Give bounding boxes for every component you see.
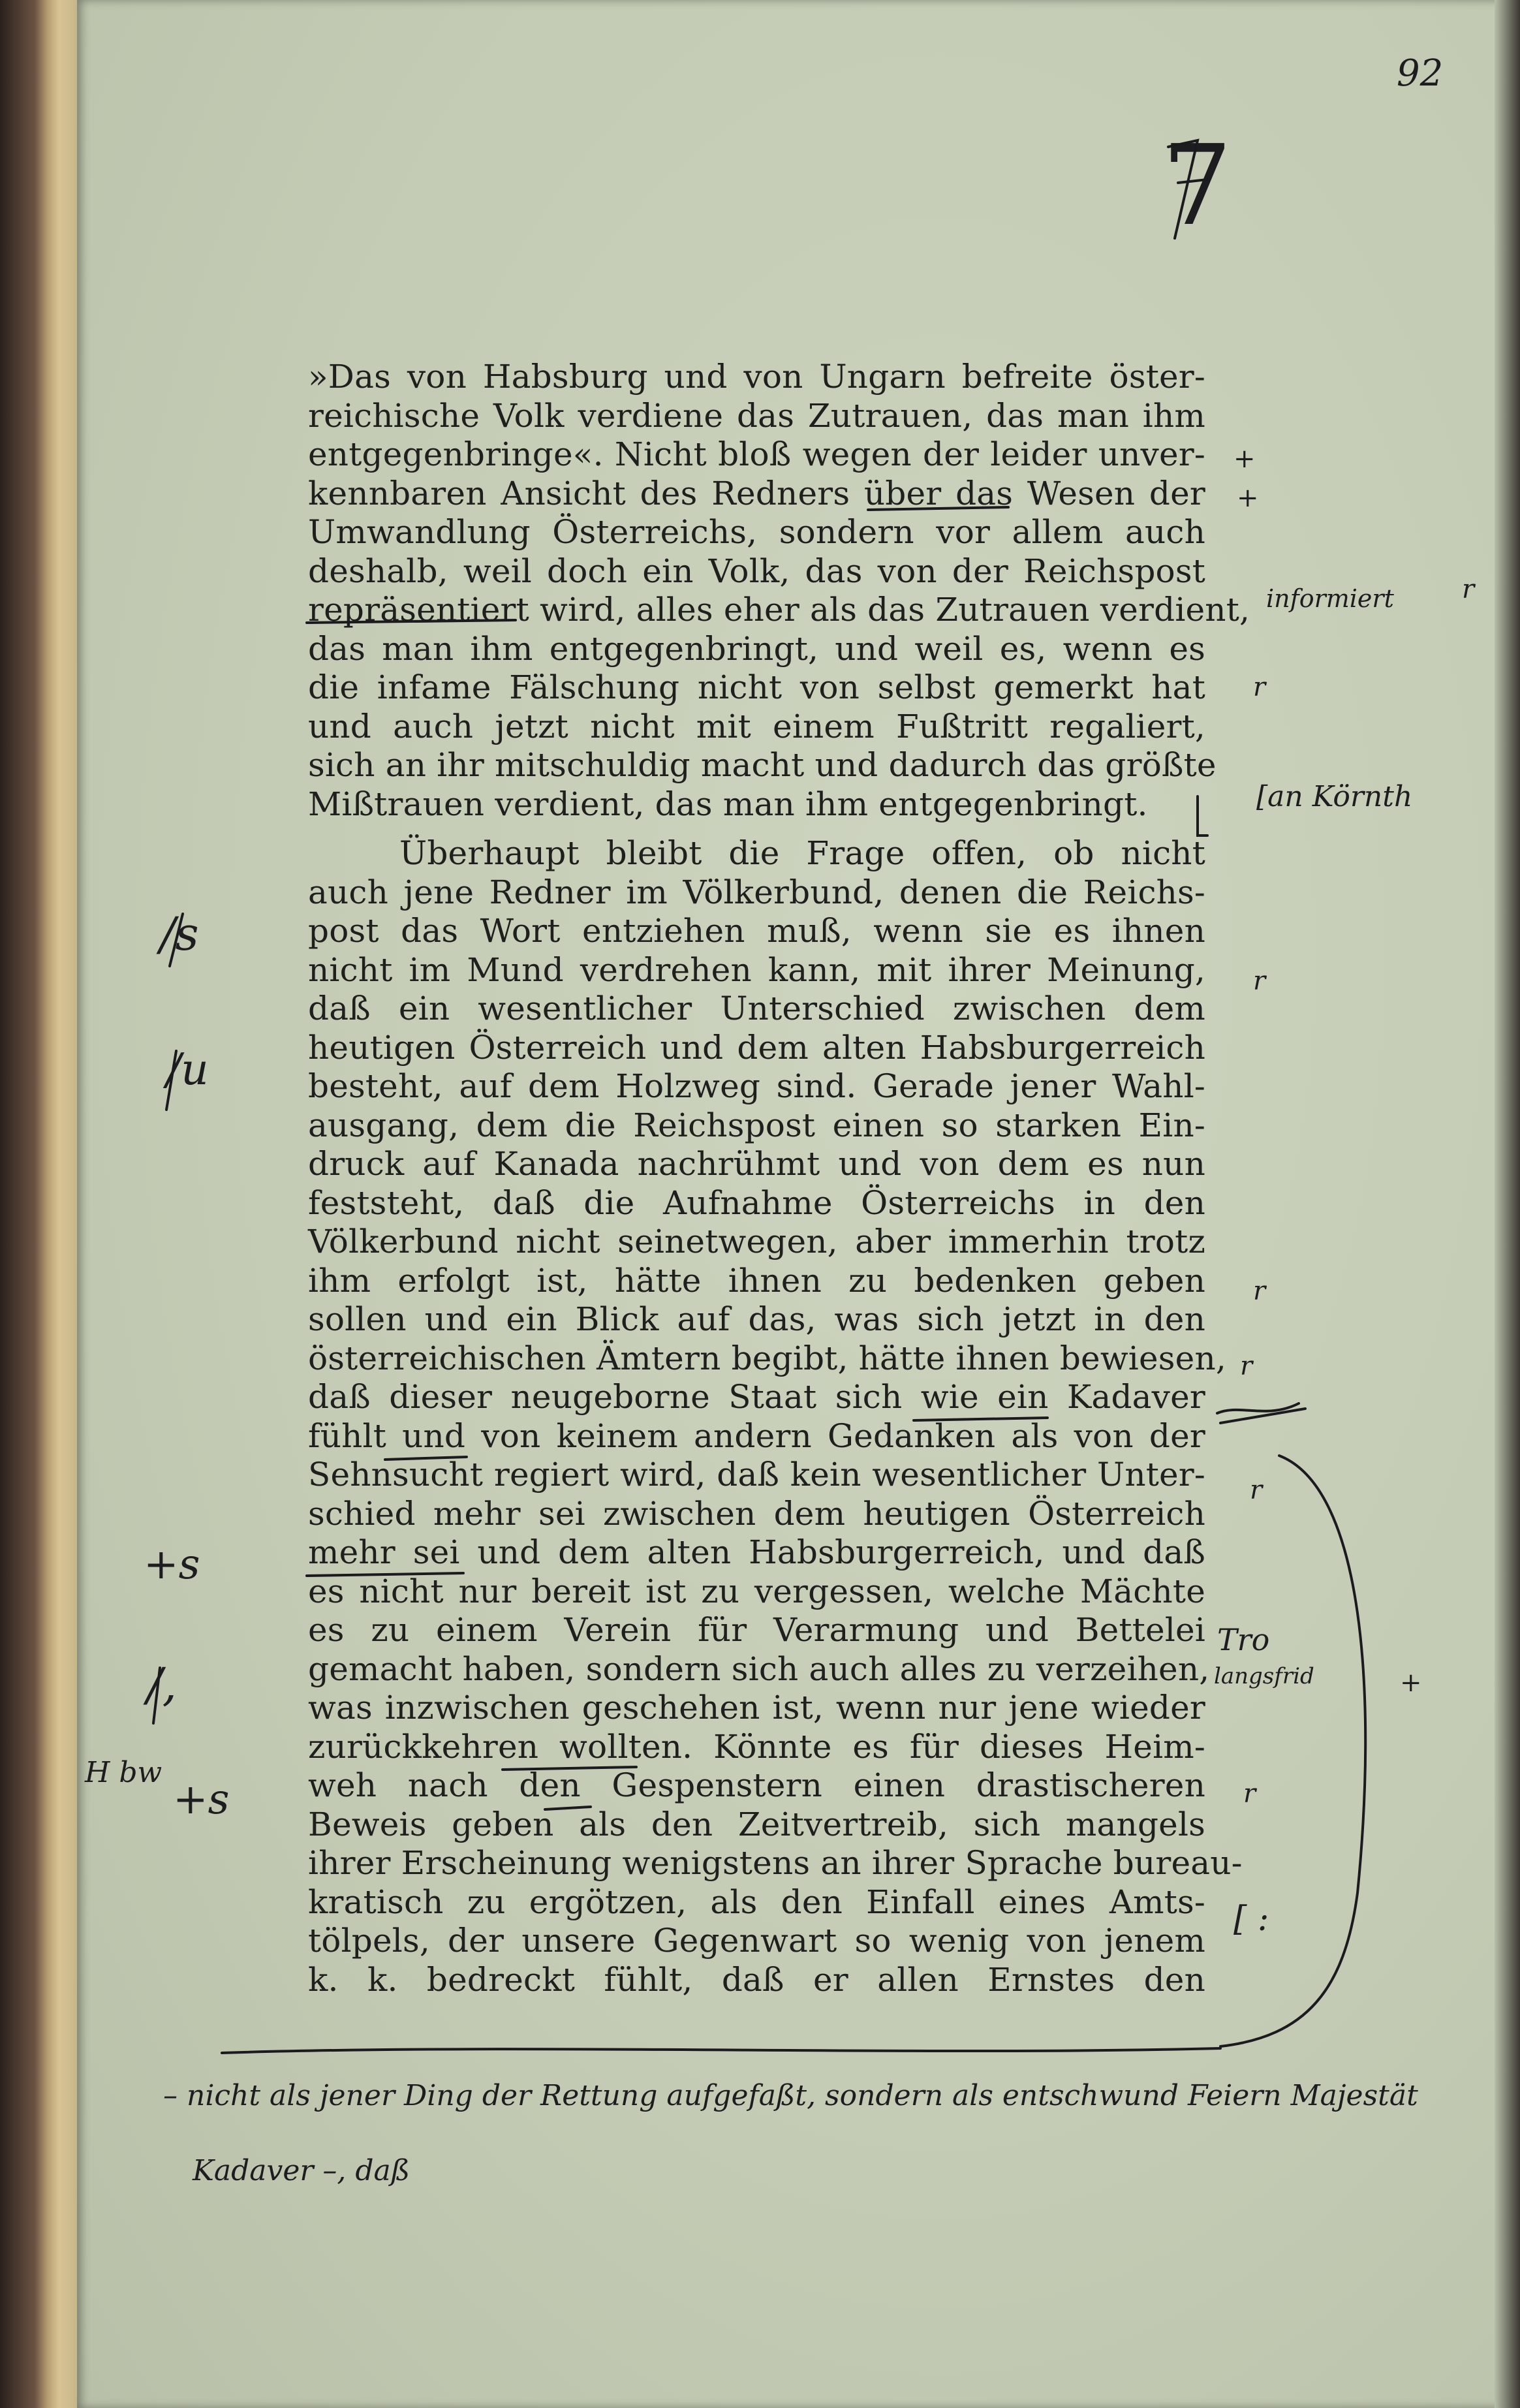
left-margin-mark: +s [144,1540,200,1589]
text-line: mehr sei und dem alten Habsburgerreich, und daß [308,1533,1205,1571]
text-line: besteht, auf dem Holzweg sind. Gerade jener Wahl- [308,1067,1205,1105]
left-margin-mark: +s [173,1775,230,1824]
text-line: Sehnsucht regiert wird, daß kein wesentlicher Unter- [308,1456,1205,1493]
text-line: fühlt und von keinem andern Gedanken als von der [308,1416,1205,1455]
page-edge-shadow [1495,0,1520,2408]
text-line: und auch jetzt nicht mit einem Fußtritt regaliert, [308,707,1205,745]
footnote-line: – nicht als jener Ding der Rettung aufgefaßt, sondern als entschwund Feiern Majestät [163,2079,1418,2112]
left-margin-mark: H bw [85,1756,163,1789]
text-line: ausgang, dem die Reichspost einen so starken Ein- [308,1106,1205,1144]
right-margin-mark: r [1243,1779,1256,1809]
text-line: Überhaupt bleibt die Frage offen, ob nicht [399,834,1205,872]
right-margin-mark: [ : [1233,1900,1269,1939]
right-margin-mark: r [1462,574,1475,604]
page-number: 92 [1397,52,1444,95]
right-margin-mark: r [1240,1351,1253,1381]
text-line: entgegenbringe«. Nicht bloß wegen der leider unver- [308,435,1205,473]
text-line: Umwandlung Österreichs, sondern vor allem auch [308,513,1205,551]
text-line: ihm erfolgt ist, hätte ihnen zu bedenken geben [308,1261,1205,1300]
text-line: kratisch zu ergötzen, als den Einfall eines Amts- [308,1883,1205,1921]
text-line: feststeht, daß die Aufnahme Österreichs in den [308,1183,1205,1222]
text-line: gemacht haben, sondern sich auch alles zu verzeihen, [308,1650,1210,1688]
text-line: reichische Volk verdiene das Zutrauen, das man ihm [308,396,1205,435]
text-line: die infame Fälschung nicht von selbst gemerkt hat [308,668,1205,706]
text-line: sollen und ein Blick auf das, was sich jetzt in den [308,1300,1205,1338]
left-margin-mark: /, [147,1658,177,1712]
text-line: heutigen Österreich und dem alten Habsburgerreich [308,1028,1205,1067]
text-line: Mißtrauen verdient, das man ihm entgegenbringt. [308,785,1148,823]
right-margin-mark: + [1237,483,1259,513]
text-line: Beweis geben als den Zeitvertreib, sich mangels [308,1805,1205,1843]
right-margin-mark: [an Körnth [1256,780,1413,813]
right-margin-mark: r [1253,1276,1266,1306]
text-line: sich an ihr mitschuldig macht und dadurch das größte [308,746,1217,784]
right-margin-mark: + [1400,1668,1422,1698]
text-line: repräsentiert wird, alles eher als das Zutrauen verdient, [308,591,1250,629]
text-line: kennbaren Ansicht des Redners über das Wesen der [308,474,1205,512]
text-line: weh nach den Gespenstern einen drastischeren [308,1766,1205,1804]
text-line: nicht im Mund verdrehen kann, mit ihrer Meinung, [308,950,1205,989]
right-margin-mark: r [1253,672,1266,702]
text-line: das man ihm entgegenbringt, und weil es, wenn es [308,629,1205,668]
left-margin-mark: /u [166,1044,209,1095]
right-margin-mark: r [1253,966,1266,996]
text-line: ihrer Erscheinung wenigstens an ihrer Sprache bureau- [308,1844,1243,1882]
right-margin-mark: informiert [1266,584,1394,613]
text-line: es zu einem Verein für Verarmung und Bettelei [308,1611,1205,1649]
text-line: druck auf Kanada nachrühmt und von dem es nun [308,1145,1205,1183]
text-line: Völkerbund nicht seinetwegen, aber immerhin trotz [308,1223,1205,1260]
right-margin-mark: + [1233,444,1256,474]
text-line: es nicht nur bereit ist zu vergessen, welche Mächte [308,1572,1205,1610]
text-line: schied mehr sei zwischen dem heutigen Österreich [308,1494,1205,1533]
text-line: daß ein wesentlicher Unterschied zwischen dem [308,990,1205,1027]
paragraph-2 [308,834,1243,1999]
text-line: österreichischen Ämtern begibt, hätte ihnen bewiesen, [308,1339,1226,1377]
text-line: was inzwischen geschehen ist, wenn nur jene wieder [308,1689,1205,1727]
right-margin-mark: langsfrid [1214,1663,1314,1689]
text-line: post das Wort entziehen muß, wenn sie es ihnen [308,912,1205,950]
footnote-line: Kadaver –, daß [193,2154,411,2187]
text-line: k. k. bedreckt fühlt, daß er allen Ernstes den [308,1960,1205,1999]
text-line: deshalb, weil doch ein Volk, das von der Reichspost [308,552,1205,590]
text-line: daß dieser neugeborne Staat sich wie ein Kadaver [308,1378,1205,1416]
left-margin-mark: /s [160,907,199,961]
right-margin-mark: Tro [1217,1622,1270,1657]
book-binding [0,0,59,2408]
text-line: tölpels, der unsere Gegenwart so wenig von jenem [308,1922,1205,1960]
text-line: auch jene Redner im Völkerbund, denen die Reichs- [308,873,1205,911]
text-line: zurückkehren wollten. Könnte es für dieses Heim- [308,1727,1205,1766]
main-text-block [308,358,1250,1999]
text-line: »Das von Habsburg und von Ungarn befreite öster- [308,358,1205,396]
right-margin-mark: r [1250,1475,1263,1505]
sheet-mark: 7 [1162,121,1233,251]
paragraph-1 [308,358,1250,824]
